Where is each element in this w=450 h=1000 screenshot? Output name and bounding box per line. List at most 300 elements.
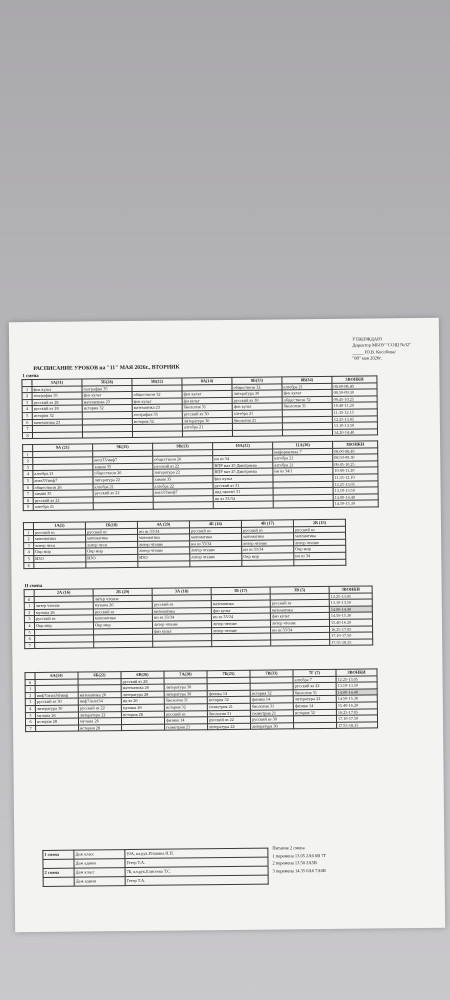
class-header: 5В(32) <box>132 378 182 385</box>
lesson-number: 7 <box>22 426 32 433</box>
lesson-cell <box>94 641 153 648</box>
lesson-cell: англ33/инф7 <box>93 456 153 463</box>
duty-role: Деж класс <box>74 850 125 860</box>
lesson-cell: ин яз 33/34 <box>152 614 211 621</box>
table-body <box>23 526 345 569</box>
class-header: 2В (15) <box>293 519 345 526</box>
lesson-cell: химия 35 <box>153 476 213 483</box>
approval-stamp <box>352 336 411 362</box>
lesson-cell: русский яз <box>152 601 211 608</box>
lesson-cell: русский яз <box>241 526 293 533</box>
lesson-cell: литер чтен <box>86 541 138 548</box>
lesson-number: 9 <box>23 504 33 511</box>
lesson-cell: инд проект 31 <box>213 488 273 495</box>
lesson-cell: история 32 <box>32 412 82 419</box>
lesson-cell: алгебра 21 <box>273 461 333 468</box>
lesson-number: 1 <box>23 451 33 458</box>
lesson-cell: ин яз 33/34 <box>137 527 189 534</box>
bell-time: 13.10-13.50 <box>329 599 372 606</box>
bell-time: 16.25-17.05 <box>336 708 377 715</box>
lesson-cell: физ культ <box>211 607 270 614</box>
lesson-cell: музыка 26 <box>78 718 121 725</box>
lesson-cell <box>93 503 153 510</box>
lesson-cell: литер чтение <box>270 619 329 626</box>
lesson-cell: Окр мир <box>86 548 138 555</box>
bell-time: 14.00-14.40 <box>336 689 377 696</box>
lesson-cell: литература 30 <box>182 417 232 424</box>
bell-time: 17.10-17.50 <box>336 715 377 722</box>
bell-time: 13.10-13.50 <box>332 422 377 429</box>
class-header: 9В(13) <box>153 443 213 450</box>
meal-note-line: 2 перемена 13.50 2А5В <box>272 860 317 866</box>
table-body <box>24 593 373 649</box>
class-header: 8А(14) <box>182 377 232 384</box>
lesson-cell: ин яз 33/34 <box>213 495 273 502</box>
lesson-number: 0 <box>24 596 34 603</box>
bell-time: 08.00-08.40 <box>332 383 377 390</box>
duty-role: Деж админ <box>74 859 125 869</box>
duty-shift <box>43 877 74 886</box>
lesson-cell: обществозн 26 <box>33 483 93 490</box>
lesson-number: 4 <box>23 471 33 478</box>
class-header: 4В (17) <box>241 520 293 527</box>
lesson-cell: история 32 <box>132 418 182 425</box>
bell-time: 17.10-17.50 <box>330 632 373 639</box>
lesson-cell: Окр мир <box>294 546 346 553</box>
bell-time: 17.55-18.35 <box>337 722 378 729</box>
lesson-cell: история 32 <box>293 709 336 716</box>
lesson-cell: литер чтение <box>138 547 190 554</box>
bell-time: 08.50-09.30 <box>333 454 378 461</box>
lesson-cell: литература 30 <box>164 690 207 697</box>
lesson-cell: история 28 <box>79 724 122 731</box>
class-header: 5А(31) <box>32 379 82 386</box>
lesson-number: 6 <box>23 484 33 491</box>
lesson-cell: литер чтение <box>152 621 211 628</box>
lesson-cell: ин яз 33/34 <box>190 540 242 547</box>
lesson-cell: алгебра 21 <box>33 503 93 510</box>
class-header: 7В(33) <box>250 670 293 677</box>
block-second-shift-primary <box>24 580 374 649</box>
bell-time: 15.40-16.20 <box>336 702 377 709</box>
lesson-cell <box>282 429 332 436</box>
lesson-cell: русский яз 28 <box>121 678 164 685</box>
lesson-cell: физ культ <box>232 403 282 410</box>
lesson-cell: обществозн 32 <box>232 384 282 391</box>
lesson-cell: русский яз 30 <box>232 397 282 404</box>
lesson-number: 1 <box>25 686 35 693</box>
table-grades-6-7 <box>24 668 378 732</box>
lesson-cell: алгебра 21 <box>232 410 282 417</box>
lesson-cell <box>35 642 94 649</box>
lesson-cell: математика <box>152 607 211 614</box>
lesson-cell <box>294 559 346 566</box>
lesson-cell: литература 30 <box>232 390 282 397</box>
lesson-cell: литер чтение <box>242 540 294 547</box>
lesson-cell: русский яз 28 <box>32 399 82 406</box>
lesson-number: 8 <box>23 497 33 504</box>
table-body <box>23 448 379 511</box>
lesson-cell: химия 35 <box>33 490 93 497</box>
lesson-number: 5 <box>24 555 34 562</box>
lesson-cell: обществозн 26 <box>153 456 213 463</box>
shift1-label: 1 смена <box>22 373 39 380</box>
bell-time: 13.10-13.50 <box>333 487 378 494</box>
lesson-cell <box>153 502 213 509</box>
class-header: 1А(5) <box>33 522 85 529</box>
lesson-cell: математика <box>211 600 270 607</box>
lesson-cell: обществозн 32 <box>282 396 332 403</box>
lesson-cell: русский яз <box>189 527 241 534</box>
class-header: 3Б (17) <box>211 587 270 594</box>
lesson-cell: химия 35 <box>93 463 153 470</box>
duty-person: Гетер Т.А. <box>125 875 268 885</box>
bell-time: 12.25-13.05 <box>329 593 372 600</box>
table-body <box>22 383 378 439</box>
class-header: 1Б(18) <box>85 521 137 528</box>
lesson-cell: математика <box>190 534 242 541</box>
lesson-cell: физика 14 <box>250 696 293 703</box>
duty-shift: 1 смена <box>43 850 74 859</box>
lesson-cell: русский яз <box>293 526 345 533</box>
bell-time: 14.50-15.30 <box>329 612 372 619</box>
lesson-cell: биология 31 <box>207 710 250 717</box>
lesson-cell: русский яз 22 <box>207 716 250 723</box>
class-header: 3А (18) <box>152 588 211 595</box>
class-header: 6Б(22) <box>78 672 121 679</box>
bell-time: 09.45-10.25 <box>332 396 377 403</box>
block-first-shift-5-8 <box>21 370 378 439</box>
bell-time: 15.40-16.20 <box>329 619 372 626</box>
lesson-cell: обществозн 26 <box>93 470 153 477</box>
table-grades-9-11 <box>22 440 379 511</box>
lesson-cell <box>32 432 82 439</box>
lesson-cell <box>271 639 330 646</box>
lesson-number: 3 <box>25 699 35 706</box>
duty-role: Деж класс <box>74 868 125 878</box>
lesson-cell: Окр мир <box>34 622 93 629</box>
lesson-cell <box>132 431 182 438</box>
lesson-cell: ин яз 26 <box>121 698 164 705</box>
lesson-cell: история 28 <box>121 711 164 718</box>
lesson-cell: музыка 26 <box>121 704 164 711</box>
lesson-number: 7 <box>26 725 36 732</box>
lesson-number: 4 <box>24 549 34 556</box>
lesson-number: 1 <box>22 386 32 393</box>
lesson-cell: математика <box>294 532 346 539</box>
lesson-cell: русский яз <box>164 710 207 717</box>
duty-shift <box>43 859 74 868</box>
lesson-number: 2 <box>22 393 32 400</box>
bell-time: 11.35-12.10 <box>333 474 378 481</box>
class-header: 2А (16) <box>34 589 93 596</box>
lesson-cell: русский яз 22 <box>33 497 93 504</box>
lesson-cell: русский яз 22 <box>93 489 153 496</box>
bells-header: ЗВОНКИ <box>329 586 372 593</box>
bell-time: 14.00-14.40 <box>333 494 378 501</box>
bells-header: ЗВОНКИ <box>333 441 378 448</box>
lesson-cell: ин яз 34 <box>294 552 346 559</box>
page-title: РАСПИСАНИЕ УРОКОВ на "11" МАЯ 2026г., ВТОРНИК <box>33 364 180 373</box>
lesson-cell: история 32 <box>250 690 293 697</box>
lesson-cell <box>122 724 165 731</box>
lesson-cell: фи культ <box>182 397 232 404</box>
lesson-cell: русский яз <box>85 528 137 535</box>
lesson-cell: литер чтение <box>190 547 242 554</box>
lesson-cell: ВПР мат 25 Дмитриева <box>213 468 273 475</box>
lesson-number: 5 <box>25 712 35 719</box>
lesson-number: 2 <box>24 536 34 543</box>
lesson-cell: литер чтение <box>138 541 190 548</box>
lesson-cell: литер чтение <box>34 602 93 609</box>
lesson-cell: музыка 26 <box>93 601 152 608</box>
class-header: 10А(32) <box>213 442 273 449</box>
bell-time: 08.50-09.30 <box>332 389 377 396</box>
class-header: 8В(34) <box>282 376 332 383</box>
lesson-number: 7 <box>23 491 33 498</box>
lesson-cell: литература 22 <box>93 476 153 483</box>
lesson-cell: музыка 26 <box>35 712 78 719</box>
class-header: 5Б(28) <box>82 378 132 385</box>
approve-line-2: Директор МБОУ "СОШ №32" <box>352 342 412 348</box>
lesson-number: 7 <box>25 642 35 649</box>
lesson-number: 8 <box>22 432 32 439</box>
lesson-number: 4 <box>25 705 35 712</box>
lesson-cell <box>34 562 86 569</box>
meal-notes-title: Питание 2 смена <box>272 845 305 851</box>
lesson-number: 4 <box>24 622 34 629</box>
lesson-cell: геометрия 21 <box>250 709 293 716</box>
lesson-cell <box>182 430 232 437</box>
lesson-cell: математика 23 <box>82 398 132 405</box>
lesson-cell: физ культ <box>182 391 232 398</box>
class-header: 4А (29) <box>137 521 189 528</box>
lesson-cell <box>273 501 333 508</box>
block-primary-first-shift <box>23 519 346 570</box>
lesson-cell: инф7/англ34 <box>78 698 121 705</box>
schedule-sheet <box>9 318 445 932</box>
lesson-cell: Окр мир <box>93 621 152 628</box>
bell-time: 13.10-13.50 <box>336 682 377 689</box>
lesson-cell: русский яз 22 <box>293 683 336 690</box>
bells-header: ЗВОНКИ <box>332 376 377 383</box>
bell-time: 08.00-08.40 <box>333 448 378 455</box>
lesson-cell <box>82 431 132 438</box>
lesson-cell: история 32 <box>82 405 132 412</box>
lesson-cell: русский яз <box>270 600 329 607</box>
bell-time: 14.20-14.40 <box>332 429 377 436</box>
table-body <box>25 676 378 732</box>
lesson-number: 2 <box>24 609 34 616</box>
meal-notes-lines <box>272 851 326 874</box>
lesson-cell: биология 31 <box>250 703 293 710</box>
lesson-cell: алгебра 21 <box>93 483 153 490</box>
lesson-cell: геометрия 21 <box>207 703 250 710</box>
lesson-number: 5 <box>22 412 32 419</box>
lesson-cell: биология 31 <box>282 403 332 410</box>
lesson-cell: русский яз 22 <box>78 705 121 712</box>
lesson-number: 6 <box>22 419 32 426</box>
meal-note-line: 1 перемена 13.05 2А6 6В 7Г <box>272 852 327 859</box>
lesson-cell: география 35 <box>32 392 82 399</box>
lesson-cell: физика 14 <box>164 717 207 724</box>
bell-time: 10.40-11.20 <box>333 467 378 474</box>
lesson-number: 6 <box>24 562 34 569</box>
lesson-cell: математика <box>86 535 138 542</box>
lesson-cell: физ культ <box>282 390 332 397</box>
lesson-number: 3 <box>24 616 34 623</box>
lesson-cell <box>213 501 273 508</box>
meal-note-line: 3 перемена 14.35 6А6 7А6В <box>272 867 326 874</box>
lesson-cell: русский яз <box>33 529 85 536</box>
lesson-cell: литература 30 <box>35 705 78 712</box>
lesson-cell: география 35 <box>82 385 132 392</box>
lesson-number: 3 <box>23 464 33 471</box>
lesson-cell <box>212 640 271 647</box>
lesson-number: 2 <box>25 692 35 699</box>
lesson-cell: литер чтение <box>294 539 346 546</box>
lesson-cell: математика <box>93 615 152 622</box>
lesson-cell: русский яз 22 <box>153 462 213 469</box>
lesson-number: 0 <box>25 679 35 686</box>
lesson-cell: физ культ <box>213 475 273 482</box>
lesson-cell: русский яз 30 <box>182 410 232 417</box>
bell-time: 10.40-11.20 <box>332 402 377 409</box>
lesson-cell: математика <box>138 534 190 541</box>
lesson-cell: история 28 <box>35 718 78 725</box>
lesson-cell: русский яз 28 <box>32 405 82 412</box>
lesson-cell: литер чтение <box>211 620 270 627</box>
lesson-number: 3 <box>24 542 34 549</box>
lesson-cell: ИЗО <box>34 555 86 562</box>
lesson-cell: математика 26 <box>78 691 121 698</box>
lesson-cell: литература 22 <box>153 469 213 476</box>
lesson-cell <box>242 559 294 566</box>
bell-time: 09.45-10.25 <box>333 461 378 468</box>
lesson-cell: математика <box>270 606 329 613</box>
lesson-cell: ин яз 33/34 <box>242 546 294 553</box>
bell-time: 17.55-18.35 <box>330 639 373 646</box>
lesson-cell: литература 30 <box>164 684 207 691</box>
lesson-cell <box>36 725 79 732</box>
lesson-cell: литература 22 <box>78 711 121 718</box>
bell-time: 16.25-17.05 <box>330 626 373 633</box>
class-header: 2Б (29) <box>93 588 152 595</box>
lesson-cell: литература 22 <box>208 723 251 730</box>
lesson-cell: литер чтен <box>34 542 86 549</box>
lesson-cell: информатика 7 <box>273 448 333 455</box>
bells-header: ЗВОНКИ <box>336 669 377 676</box>
lesson-cell: литература 30 <box>251 723 294 730</box>
lesson-cell: физ культ <box>32 386 82 393</box>
class-header: 4Б (16) <box>189 520 241 527</box>
lesson-cell: Окр мир <box>34 548 86 555</box>
duty-table-wrap <box>42 848 268 887</box>
lesson-cell: инф7/англ34/инф <box>35 692 78 699</box>
lesson-cell: ИЗО <box>138 554 190 561</box>
table-second-shift-primary <box>24 585 374 649</box>
lesson-cell: алгебра 21 <box>273 455 333 462</box>
lesson-cell: биология 31 <box>293 689 336 696</box>
lesson-cell: математика <box>242 533 294 540</box>
bell-time: 14.00-14.40 <box>329 606 372 613</box>
lesson-cell: алгебра 7 <box>293 676 336 683</box>
lesson-cell: физ культ <box>82 392 132 399</box>
lesson-cell: биология 21 <box>232 416 282 423</box>
lesson-cell: музыка 26 <box>34 609 93 616</box>
class-header: 7А(28) <box>164 671 207 678</box>
block-second-shift-6-7 <box>24 668 378 732</box>
lesson-cell <box>86 561 138 568</box>
lesson-cell: ин яз 33/34 <box>211 613 270 620</box>
class-header: 7Г (7) <box>293 669 336 676</box>
lesson-cell: физ культ <box>153 627 212 634</box>
approve-line-3: _____ Ю.В. Кособова/ <box>352 348 396 355</box>
lesson-cell: математика <box>34 535 86 542</box>
class-header: 8Б(33) <box>232 377 282 384</box>
bell-time: 12.25-13.05 <box>336 676 377 683</box>
block-first-shift-9-11 <box>22 440 379 511</box>
lesson-number: 5 <box>25 629 35 636</box>
lesson-cell: литература 22 <box>293 696 336 703</box>
lesson-cell: обществозн 32 <box>132 391 182 398</box>
lesson-cell <box>190 560 242 567</box>
duty-person: 7Б, кл.рук.Елисеева Т.С. <box>125 866 268 876</box>
lesson-number: 2 <box>23 458 33 465</box>
lesson-cell: литература 28 <box>121 691 164 698</box>
bell-time: 11.35-12.15 <box>332 409 377 416</box>
lesson-cell: русский яз <box>34 615 93 622</box>
lesson-cell: русский яз <box>93 608 152 615</box>
duty-row <box>43 875 268 886</box>
class-header: 9А (21) <box>33 444 93 451</box>
lesson-cell: англ33/инф7 <box>33 477 93 484</box>
lesson-cell: литер чтение <box>93 595 152 602</box>
bell-time: 12.25-13.05 <box>332 415 377 422</box>
lesson-cell: ин яз 34 <box>213 455 273 462</box>
duty-person: 10А, кл.рук.Плавина Н.П. <box>125 848 268 858</box>
lesson-number: 5 <box>23 477 33 484</box>
class-header: 11А(30) <box>273 441 333 448</box>
table-primary-first-shift <box>23 519 346 570</box>
lesson-cell: литер чтение <box>190 553 242 560</box>
meal-notes <box>272 844 326 875</box>
duty-person: Гетер Т.А. <box>125 857 268 867</box>
lesson-cell: русский яз 31 <box>213 482 273 489</box>
lesson-cell: русский яз 30 <box>250 716 293 723</box>
lesson-cell: ИЗО <box>86 554 138 561</box>
bell-time: 12.25-13.05 <box>333 480 378 487</box>
class-header: 7Б(25) <box>207 670 250 677</box>
lesson-number: 4 <box>22 406 32 413</box>
duty-role: Деж админ <box>74 877 125 887</box>
table-grades-5-8 <box>21 375 378 439</box>
lesson-cell <box>153 640 212 647</box>
lesson-cell: алгебра 21 <box>282 383 332 390</box>
lesson-cell: физика 14 <box>293 702 336 709</box>
lesson-cell: алгебра 22 <box>153 482 213 489</box>
class-header: 6А(14) <box>35 672 78 679</box>
approve-line-1: УТВЕРЖДАЮ <box>352 336 382 342</box>
lesson-cell: алгебра 21 <box>33 470 93 477</box>
lesson-cell <box>138 560 190 567</box>
lesson-cell: история 32 <box>207 697 250 704</box>
lesson-cell: геометрия 21 <box>165 723 208 730</box>
bell-time: 14.50-15.30 <box>333 500 378 507</box>
lesson-cell: география 35 <box>132 411 182 418</box>
lesson-cell: алгебра 21 <box>182 424 232 431</box>
lesson-cell: англ33/инф7 <box>153 489 213 496</box>
